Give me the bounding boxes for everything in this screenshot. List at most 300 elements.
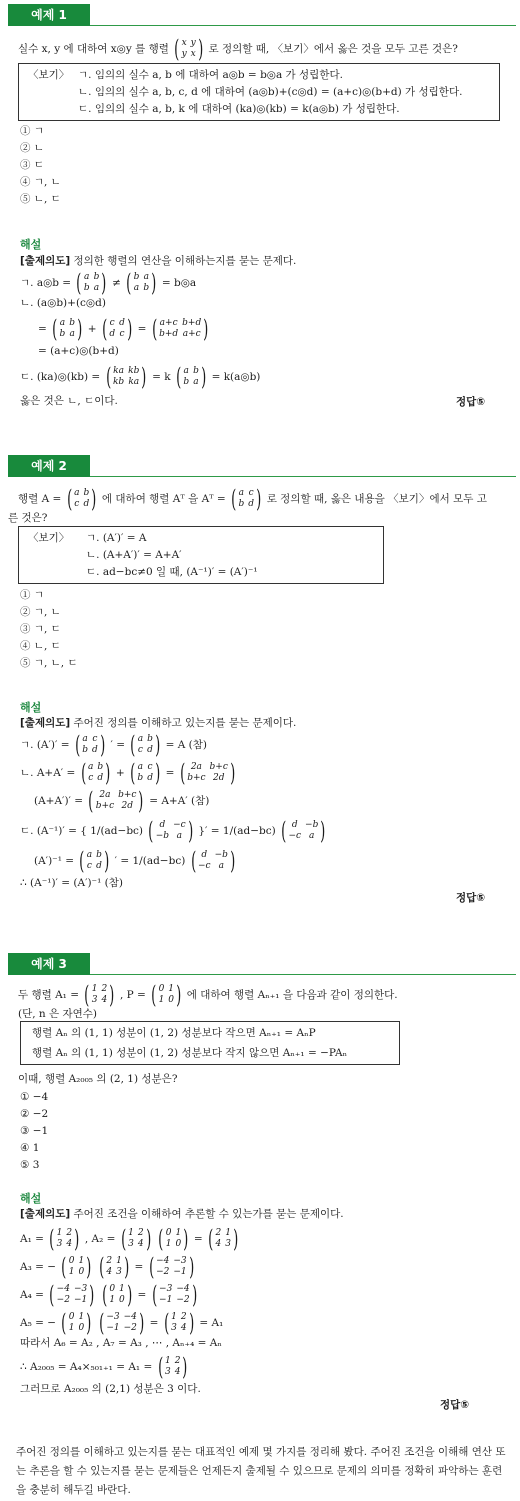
- paren-right: ): [182, 1353, 188, 1381]
- matrix-cell: 3: [171, 1323, 177, 1333]
- matrix-cell: a: [86, 850, 93, 860]
- matrix-cell: −b: [214, 850, 228, 860]
- matrix-cell: 1: [225, 1228, 231, 1238]
- matrix: [178, 759, 237, 787]
- paren-left: (: [148, 1253, 154, 1281]
- matrix-cell: b+c: [209, 762, 228, 772]
- matrix-cells: [198, 850, 228, 872]
- paren-right: ): [203, 315, 209, 343]
- matrix: [59, 1253, 93, 1281]
- ex2-sol-line-2: ㄴ. A+A′ = ( a b c d ) + ( a c b d ) = ( 2a b+c b+c 2d ): [20, 762, 237, 784]
- matrix-cell: b+d: [182, 318, 202, 328]
- matrix-cell: 0: [175, 1239, 182, 1249]
- ex3-question-ask: 이때, 행렬 A₂₀₀₅ 의 (2, 1) 성분은?: [18, 1073, 178, 1085]
- matrix-cell: a: [74, 488, 80, 498]
- paren-right: ): [155, 759, 161, 787]
- matrix-cell: b: [93, 272, 100, 282]
- matrix-cell: −4: [56, 1284, 70, 1294]
- matrix-cell: 2d: [212, 773, 225, 783]
- matrix: [50, 315, 84, 343]
- ex2-choice-5[interactable]: ⑤ ㄱ, ㄴ, ㄷ: [20, 657, 78, 669]
- ex1-choice-4[interactable]: ④ ㄱ, ㄴ: [20, 176, 61, 188]
- matrix-cells: [109, 318, 125, 340]
- paren-left: (: [99, 1309, 105, 1337]
- matrix-cell: −3: [73, 1284, 88, 1294]
- paren-left: (: [157, 1353, 163, 1381]
- matrix-cell: d: [147, 773, 153, 783]
- matrix-cell: 0: [109, 1284, 116, 1294]
- paren-right: ): [151, 269, 157, 297]
- paren-right: ): [197, 35, 204, 63]
- matrix: [189, 847, 238, 875]
- paren-left: (: [231, 485, 237, 513]
- matrix-cells: [69, 1256, 84, 1278]
- matrix: [100, 315, 134, 343]
- paren-right: ): [145, 1225, 151, 1253]
- ex2-choice-2[interactable]: ② ㄱ, ㄴ: [20, 606, 61, 618]
- paren-left: (: [208, 1225, 214, 1253]
- matrix-cells: [183, 366, 199, 388]
- matrix-cell: 1: [91, 984, 98, 994]
- example-3-header: [8, 953, 516, 975]
- matrix-cells: [57, 1228, 72, 1250]
- matrix-cell: a: [137, 734, 144, 744]
- paren-left: (: [76, 269, 82, 297]
- paren-right: ): [89, 1281, 95, 1309]
- paren-right: ): [126, 315, 133, 343]
- paren-right: ): [126, 1281, 133, 1309]
- paren-left: (: [176, 363, 182, 391]
- matrix-cell: −b: [305, 820, 319, 830]
- ex2-sol-line-5: (A′)⁻¹ = ( a b c d ) ′ = 1/(ad−bc) ( d −b −c a ): [34, 850, 237, 872]
- matrix: [79, 759, 113, 787]
- matrix-cell: 2: [180, 1312, 187, 1322]
- matrix-cell: 0: [78, 1267, 85, 1277]
- ex1-bogi-label: 〈보기〉: [28, 69, 70, 81]
- ex3-intent: [출제의도] 주어진 조건을 이해하여 추론할 수 있는가를 묻는 문제이다.: [20, 1208, 344, 1220]
- matrix-cell: 2: [215, 1228, 222, 1238]
- paren-left: (: [66, 485, 72, 513]
- paren-left: (: [179, 759, 186, 787]
- matrix-cell: d: [119, 318, 125, 328]
- paren-left: (: [99, 1253, 105, 1281]
- paren-left: (: [281, 817, 287, 845]
- matrix-cells: [137, 762, 153, 784]
- paren-left: (: [74, 731, 81, 759]
- matrix-cell: a: [82, 734, 88, 744]
- matrix-cell: a: [176, 831, 183, 841]
- matrix-cell: b: [143, 283, 150, 293]
- ex2-sol-line-1: ㄱ. (A′)′ = ( a c b d ) ′ = ( a b c d ) = A (참): [20, 731, 207, 759]
- matrix-cell: 4: [215, 1239, 222, 1249]
- ex3-sol-conclusion: 그러므로 A₂₀₀₅ 의 (2,1) 성분은 3 이다.: [20, 1383, 201, 1395]
- matrix-cell: x: [190, 49, 196, 59]
- matrix-cell: d: [291, 820, 298, 830]
- ex1-choice-3[interactable]: ③ ㄷ: [20, 159, 44, 171]
- example-2-tag: 예제 2: [8, 455, 90, 477]
- paren-right: ): [138, 787, 144, 815]
- matrix: [156, 1225, 190, 1253]
- ex2-bogi-label: 〈보기〉: [28, 532, 70, 544]
- paren-right: ): [191, 1281, 197, 1309]
- ex1-question: 실수 x, y 에 대하여 x◎y 를 행렬 ( x y y x ) 로 정의할 때, 〈보기〉에서 옳은 것을 모두 고른 것은?: [18, 35, 458, 63]
- ex2-solution-heading: 해설: [20, 701, 42, 714]
- ex2-choice-1[interactable]: ① ㄱ: [20, 589, 44, 601]
- matrix-cell: 2a: [190, 762, 202, 772]
- paren-left: (: [130, 731, 136, 759]
- paren-left: (: [158, 1225, 164, 1253]
- matrix-cells: [106, 1312, 137, 1334]
- ex2-bogi-1: ㄱ. (A′)′ = A: [86, 532, 147, 544]
- paren-right: ): [123, 1253, 130, 1281]
- paren-right: ): [183, 1225, 189, 1253]
- matrix-cells: [74, 488, 89, 510]
- matrix-cell: a: [238, 488, 245, 498]
- matrix-cell: 2d: [121, 801, 134, 811]
- matrix: [97, 1309, 146, 1337]
- ex2-choice-3[interactable]: ③ ㄱ, ㄷ: [20, 623, 61, 635]
- ex3-solution-heading: 해설: [20, 1192, 42, 1205]
- matrix-cells: [84, 272, 100, 294]
- example-1-tag: 예제 1: [8, 4, 90, 26]
- matrix-cell: 0: [68, 1312, 75, 1322]
- example-3-tag: 예제 3: [8, 953, 90, 975]
- matrix-cell: 2: [174, 1356, 181, 1366]
- matrix: [86, 787, 145, 815]
- matrix-cell: 3: [225, 1239, 231, 1249]
- ex1-solution-heading: 해설: [20, 238, 42, 251]
- ex1-intent: [출제의도] 정의한 행렬의 연산을 이해하는지를 묻는 문제다.: [20, 255, 297, 267]
- ex2-intent: [출제의도] 주어진 정의를 이해하고 있는지를 묻는 문제이다.: [20, 717, 297, 729]
- matrix-cell: b: [137, 773, 144, 783]
- ex3-choice-1[interactable]: ① −4: [20, 1091, 49, 1103]
- ex2-bogi-2: ㄴ. (A+A′)′ = A+A′: [86, 549, 182, 561]
- matrix-cells: [138, 734, 153, 756]
- matrix-cells: [134, 272, 150, 294]
- matrix-cell: 0: [158, 984, 165, 994]
- paren-right: ): [77, 315, 83, 343]
- matrix: [124, 269, 158, 297]
- example-1-header: [8, 4, 516, 26]
- matrix-cell: c: [74, 499, 80, 509]
- matrix-cells: [113, 366, 139, 388]
- paren-right: ): [74, 1225, 80, 1253]
- paren-left: (: [49, 1225, 55, 1253]
- matrix-cell: a+c: [182, 329, 201, 339]
- matrix-cells: [182, 38, 196, 60]
- matrix-cell: 0: [168, 995, 175, 1005]
- ex3-condition: (단, n 은 자연수): [18, 1008, 98, 1020]
- paren-left: (: [61, 1253, 67, 1281]
- matrix-cell: b: [96, 850, 102, 860]
- matrix: [77, 847, 111, 875]
- ex1-sol-line-4: = (a+c)◎(b+d): [38, 345, 119, 357]
- matrix-cell: −1: [73, 1295, 88, 1305]
- matrix-cell: d: [91, 745, 98, 755]
- matrix-cell: 1: [175, 1228, 182, 1238]
- matrix-cell: d: [248, 499, 254, 509]
- matrix-cell: b: [82, 745, 88, 755]
- matrix-cell: 0: [165, 1228, 172, 1238]
- matrix-cell: a: [88, 762, 94, 772]
- matrix-cell: b: [83, 488, 90, 498]
- matrix: [150, 1281, 199, 1309]
- ex1-answer: 정답⑤: [456, 396, 486, 408]
- matrix-cell: 2a: [99, 790, 111, 800]
- matrix: [147, 1253, 196, 1281]
- matrix-cell: 1: [68, 1323, 75, 1333]
- matrix-cell: a: [143, 272, 149, 282]
- matrix-cell: a: [133, 283, 140, 293]
- matrix-cell: −3: [173, 1256, 187, 1266]
- matrix-cell: −3: [159, 1284, 173, 1294]
- matrix-cell: b: [69, 318, 76, 328]
- paren-left: (: [105, 363, 111, 391]
- paren-right: ): [86, 1253, 92, 1281]
- ex2-sol-conclusion: ∴ (A⁻¹)′ = (A′)⁻¹ (참): [20, 877, 123, 889]
- ex3-sol-line-1: A₁ = ( 1 2 3 4 ) , A₂ = ( 1 2 3 4 ) ( 0 1 1 0 ) = ( 2 1 4 3 ): [20, 1228, 240, 1250]
- ex1-choice-1[interactable]: ① ㄱ: [20, 125, 44, 137]
- ex1-sol-line-1: ㄱ. a◎b = ( a b b a ) ≠ ( b a a b ) = b◎a: [20, 269, 197, 297]
- matrix-cell: 1: [68, 1267, 75, 1277]
- matrix-cell: −c: [198, 861, 211, 871]
- matrix-cell: −c: [173, 820, 186, 830]
- ex3-choice-5[interactable]: ⑤ 3: [20, 1159, 40, 1171]
- matrix-cell: 1: [128, 1228, 134, 1238]
- ex3-sol-line-6: ∴ A₂₀₀₅ = A₄×₅₀₁₊₁ = A₁ = ( 1 2 3 4 ): [20, 1356, 190, 1378]
- matrix: [172, 35, 205, 63]
- matrix: [156, 1353, 190, 1381]
- matrix-cell: −2: [56, 1295, 70, 1305]
- matrix-cell: −4: [123, 1312, 137, 1322]
- matrix: [73, 731, 107, 759]
- matrix-cells: [128, 1228, 143, 1250]
- matrix-cell: a: [137, 762, 143, 772]
- matrix-cells: [165, 1356, 180, 1378]
- matrix-cell: kb: [112, 377, 125, 387]
- matrix-cell: b+d: [159, 329, 179, 339]
- matrix-cell: a: [183, 366, 189, 376]
- matrix-cells: [156, 1256, 187, 1278]
- ex3-rule-1: 행렬 Aₙ 의 (1, 1) 성분이 (1, 2) 성분보다 작으면 Aₙ₊₁ = AₙP: [32, 1027, 316, 1039]
- matrix-cell: 1: [165, 1356, 171, 1366]
- matrix-cell: 1: [78, 1312, 85, 1322]
- paren-left: (: [151, 315, 157, 343]
- matrix: [104, 363, 149, 391]
- matrix-cell: 1: [168, 984, 175, 994]
- matrix-cell: −1: [106, 1323, 120, 1333]
- matrix-cell: 4: [137, 1239, 144, 1249]
- matrix-cell: 0: [78, 1323, 85, 1333]
- matrix-cell: ka: [113, 366, 124, 376]
- matrix-cell: b+c: [95, 801, 115, 811]
- example-3: [8, 953, 516, 975]
- matrix-cell: d: [96, 861, 102, 871]
- paren-right: ): [91, 485, 97, 513]
- matrix-cell: d: [159, 820, 166, 830]
- matrix-cells: [187, 762, 228, 784]
- ex3-question: 두 행렬 A₁ = ( 1 2 3 4 ) , P = ( 0 1 1 0 ) 에 대하여 행렬 Aₙ₊₁ 을 다음과 같이 정의한다.: [18, 981, 398, 1009]
- paren-right: ): [99, 731, 106, 759]
- matrix-cell: 1: [116, 1256, 122, 1266]
- matrix-cells: [92, 984, 107, 1006]
- matrix-cell: c: [147, 762, 153, 772]
- matrix-cells: [60, 318, 76, 340]
- ex1-sol-conclusion: 옳은 것은 ㄴ, ㄷ이다.: [20, 395, 118, 407]
- matrix-cell: x: [181, 38, 187, 48]
- matrix-cell: 0: [119, 1295, 125, 1305]
- ex1-sol-line-5: ㄷ. (ka)◎(kb) = ( ka kb kb ka ) = k ( a b b a ) = k(a◎b): [20, 363, 261, 391]
- matrix-cell: b: [133, 272, 140, 282]
- paren-right: ): [320, 817, 326, 845]
- matrix-cell: 4: [180, 1323, 187, 1333]
- matrix: [97, 1253, 131, 1281]
- matrix-cell: c: [248, 488, 254, 498]
- matrix-cell: a: [193, 377, 199, 387]
- matrix-cell: 1: [158, 995, 165, 1005]
- matrix-cell: −4: [176, 1284, 190, 1294]
- ex1-bogi-3: ㄷ. 임의의 실수 a, b, k 에 대하여 (ka)◎(kb) = k(a◎b) 가 성립한다.: [78, 103, 400, 115]
- ex3-sol-line-2: A₃ = − ( 0 1 1 0 ) ( 2 1 4 3 ) = ( −4 −3 −2 −1 ): [20, 1256, 196, 1278]
- paren-right: ): [104, 847, 110, 875]
- matrix-cell: 4: [174, 1367, 181, 1377]
- matrix: [100, 1281, 134, 1309]
- paren-right: ): [139, 1309, 145, 1337]
- paren-left: (: [126, 269, 132, 297]
- matrix-cells: [159, 1284, 190, 1306]
- ex3-rule-2: 행렬 Aₙ 의 (1, 1) 성분이 (1, 2) 성분보다 작지 않으면 Aₙ₊₁ = −PAₙ: [32, 1047, 348, 1059]
- matrix-cells: [156, 820, 186, 842]
- matrix: [128, 759, 162, 787]
- matrix-cell: c: [109, 318, 115, 328]
- matrix-cell: 2: [106, 1256, 113, 1266]
- matrix-cell: 1: [109, 1295, 116, 1305]
- paren-left: (: [148, 817, 154, 845]
- matrix-cell: c: [88, 773, 94, 783]
- matrix-cells: [238, 488, 254, 510]
- matrix-cell: d: [147, 745, 153, 755]
- matrix: [47, 1281, 96, 1309]
- matrix-cell: 4: [106, 1267, 113, 1277]
- matrix-cell: b: [59, 329, 66, 339]
- matrix-cells: [87, 850, 102, 872]
- matrix-cell: −1: [159, 1295, 173, 1305]
- matrix-cell: a: [84, 272, 90, 282]
- ex3-choice-3[interactable]: ③ −1: [20, 1125, 49, 1137]
- ex2-choice-4[interactable]: ④ ㄴ, ㄷ: [20, 640, 61, 652]
- matrix-cell: a+c: [159, 318, 178, 328]
- paren-right: ): [109, 981, 115, 1009]
- matrix-cell: 2: [101, 984, 108, 994]
- matrix-cell: 1: [171, 1312, 177, 1322]
- matrix-cells: [57, 1284, 88, 1306]
- matrix: [65, 485, 99, 513]
- matrix-cell: y: [181, 49, 187, 59]
- matrix-cell: 2: [137, 1228, 144, 1238]
- ex1-bogi-2: ㄴ. 임의의 실수 a, b, c, d 에 대하여 (a◎b)+(c◎d) = (a+c)◎(b+d) 가 성립한다.: [78, 86, 463, 98]
- matrix-cell: 3: [116, 1267, 122, 1277]
- matrix-cell: y: [190, 38, 196, 48]
- paren-left: (: [102, 1281, 108, 1309]
- matrix-cell: a: [218, 861, 224, 871]
- paren-left: (: [163, 1309, 170, 1337]
- matrix: [146, 817, 195, 845]
- ex3-sol-line-5: 따라서 A₆ = A₂ , A₇ = A₃ , ⋯ , Aₙ₊₄ = Aₙ: [20, 1337, 222, 1349]
- ex3-sol-line-4: A₅ = − ( 0 1 1 0 ) ( −3 −4 −1 −2 ) = ( 1 2 3 4 ) = A₁: [20, 1309, 224, 1337]
- matrix-cell: 1: [56, 1228, 63, 1238]
- paren-left: (: [49, 1281, 55, 1309]
- matrix-cells: [166, 1228, 181, 1250]
- matrix-cell: 4: [66, 1239, 73, 1249]
- ex1-sol-line-3: = ( a b b a ) + ( c d d c ) = ( a+c b+d b+d a+c ): [38, 318, 211, 340]
- matrix: [150, 315, 211, 343]
- matrix-cell: d: [109, 329, 116, 339]
- paren-right: ): [154, 731, 161, 759]
- matrix-cells: [69, 1312, 84, 1334]
- matrix-cell: b: [83, 283, 90, 293]
- matrix-cells: [159, 984, 174, 1006]
- matrix-cell: 1: [119, 1284, 125, 1294]
- matrix-cells: [159, 318, 201, 340]
- matrix-cell: b+c: [187, 773, 206, 783]
- paren-left: (: [130, 759, 136, 787]
- matrix-cell: a: [69, 329, 75, 339]
- matrix: [74, 269, 108, 297]
- matrix-cell: 3: [56, 1239, 63, 1249]
- matrix: [279, 817, 328, 845]
- matrix: [149, 981, 183, 1009]
- ex2-bogi-3: ㄷ. ad−bc≠0 일 때, (A⁻¹)′ = (A′)⁻¹: [86, 566, 258, 578]
- ex3-choice-2[interactable]: ② −2: [20, 1108, 49, 1120]
- ex1-choice-2[interactable]: ② ㄴ: [20, 142, 44, 154]
- paren-right: ): [230, 759, 236, 787]
- paren-left: (: [151, 981, 157, 1009]
- paren-right: ): [105, 759, 111, 787]
- paren-left: (: [79, 847, 85, 875]
- matrix-cell: −2: [176, 1295, 190, 1305]
- matrix-cell: d: [201, 850, 208, 860]
- matrix-cell: −2: [123, 1323, 137, 1333]
- paren-left: (: [61, 1309, 67, 1337]
- matrix-cell: c: [86, 861, 92, 871]
- matrix: [206, 1225, 240, 1253]
- matrix-cells: [215, 1228, 230, 1250]
- matrix-cell: 0: [68, 1256, 75, 1266]
- paren-right: ): [176, 981, 182, 1009]
- matrix: [47, 1225, 81, 1253]
- matrix-cell: 1: [78, 1256, 85, 1266]
- ex2-question-cont: 른 것은?: [8, 512, 48, 524]
- paren-right: ): [187, 817, 193, 845]
- ex1-choice-5[interactable]: ⑤ ㄴ, ㄷ: [20, 193, 61, 205]
- paren-right: ): [86, 1309, 92, 1337]
- matrix-cell: −4: [156, 1256, 170, 1266]
- ex3-sol-line-3: A₄ = ( −4 −3 −2 −1 ) ( 0 1 1 0 ) = ( −3 −4 −1 −2 ): [20, 1284, 199, 1306]
- matrix-cell: kb: [128, 366, 140, 376]
- matrix: [82, 981, 116, 1009]
- paren-left: (: [151, 1281, 157, 1309]
- paren-right: ): [233, 1225, 239, 1253]
- matrix: [119, 1225, 153, 1253]
- ex3-choice-4[interactable]: ④ 1: [20, 1142, 40, 1154]
- ex3-answer: 정답⑤: [440, 1399, 470, 1411]
- matrix-cell: 4: [101, 995, 108, 1005]
- paren-right: ): [188, 1309, 194, 1337]
- matrix-cell: 1: [165, 1239, 172, 1249]
- matrix-cell: c: [119, 329, 125, 339]
- matrix: [162, 1309, 196, 1337]
- matrix-cell: 3: [128, 1239, 134, 1249]
